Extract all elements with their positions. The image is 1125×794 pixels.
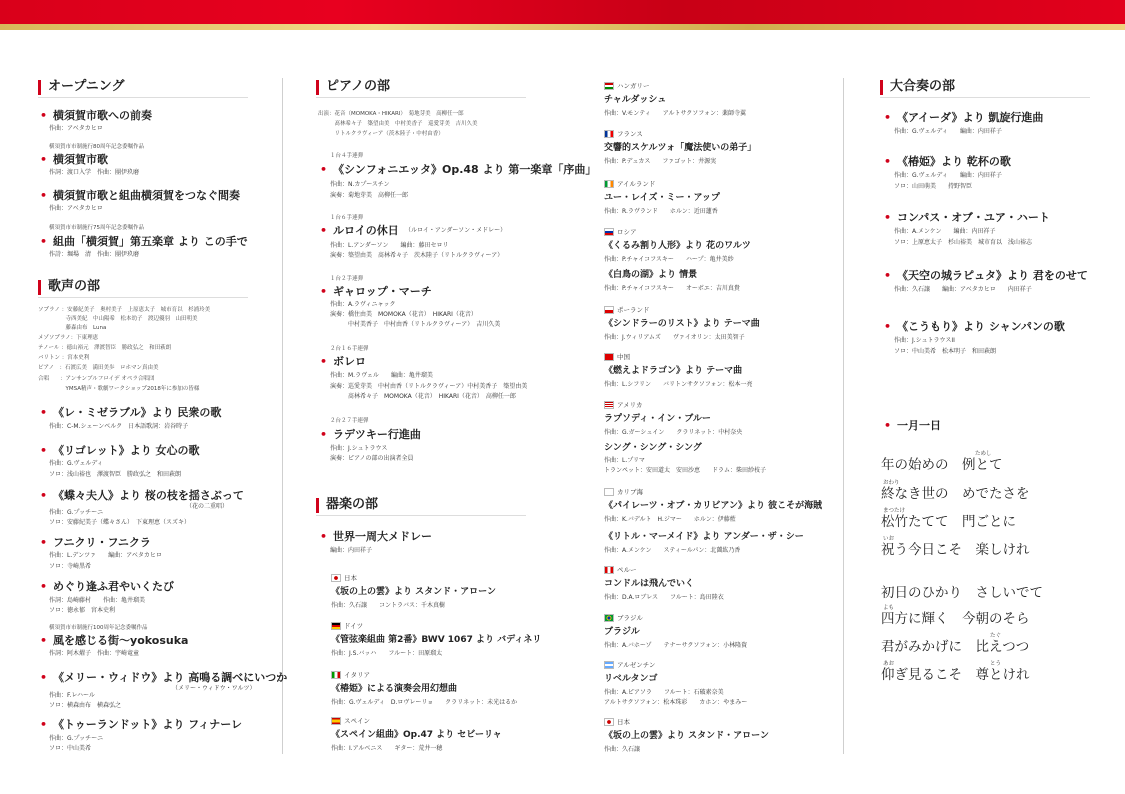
program-credit: 作曲：久石譲 編曲：アベタカヒロ 内田祥子 [894, 286, 1032, 293]
program-credit: 髙林希々子 MOMOKA（花音） HIKARI（花音） 高柳任一郎 [330, 393, 516, 400]
program-credit: 作曲：J.シュトラウス [330, 445, 388, 452]
country-label: アメリカ [604, 401, 643, 409]
program-title: ラプソディ・イン・ブルー [604, 414, 711, 424]
ruby-text: いお [883, 536, 895, 542]
program-credit: 演奏：巡愛芽美 中村由香（リトルクラヴィーア）中村美香子 築望由美 [330, 383, 528, 390]
usa-flag-icon [604, 401, 614, 409]
country-label: アルゼンチン [604, 661, 655, 669]
program-credit: 作曲：P.チャイコフスキー オーボエ：吉川真貴 [604, 285, 740, 292]
program-title: • ルロイの休日 [320, 224, 399, 237]
program-title: 《スペイン組曲》Op.47 より セビーリャ [331, 730, 502, 740]
program-tag: 横須賀市市制施行80周年記念委嘱作品 [49, 144, 144, 150]
program-title: • 《天空の城ラピュタ》より 君をのせて [884, 269, 1088, 282]
program-tag: 横須賀市市制施行100周年記念委嘱作品 [49, 625, 148, 631]
program-title: • 《アイーダ》より 凱旋行進曲 [884, 111, 1043, 124]
russia-flag-icon [604, 228, 614, 236]
program-credit: ソロ：浅山裕也 澤渡智臣 勝政弘之 和田萩朗 [49, 471, 182, 478]
program-credit: 作曲：久石譲 コントラバス：千木真樹 [331, 602, 446, 609]
program-credit: 作曲：V.モンティ アルトサクソフォン：薬師寺翼 [604, 110, 746, 117]
italy-flag-icon [331, 671, 341, 679]
country-label: ポーランド [604, 306, 650, 314]
program-title: • 横須賀市歌への前奏 [40, 109, 152, 122]
program-note: （メリー・ウィドウ・ワルツ） [172, 685, 256, 692]
country-label: イタリア [331, 671, 370, 679]
peru-flag-icon [604, 566, 614, 574]
program-tag: 横須賀市市制施行75周年記念委嘱作品 [49, 225, 144, 231]
ruby-text: よも [883, 605, 895, 611]
cast-line: テノール ：徳山裕元 澤渡智臣 勝政弘之 和田萩朗 [38, 345, 172, 351]
program-credit: 作曲：N.カプースチン [330, 181, 390, 188]
program-credit: 作曲：L.アンダーソン 編曲：藤田セロリ [330, 242, 449, 249]
section-header-vocal: 歌声の部 [38, 279, 248, 298]
program-title: • ラデツキー行進曲 [320, 428, 421, 441]
program-note: （花の二重唱） [186, 503, 229, 510]
program-credit: 作曲：J.ウィリアムズ ヴァイオリン：太田美智子 [604, 334, 745, 341]
program-credit: 作曲：A.メンケン スティールパン：北薗紘乃香 [604, 547, 741, 554]
ruby-text: たぐ [990, 633, 1002, 639]
country-label: ドイツ [331, 622, 363, 630]
gold-stripe [0, 24, 1125, 30]
program-credit: 作曲：J.S.バッハ フルート：田原瑠太 [331, 650, 443, 657]
brazil-flag-icon [604, 614, 614, 622]
program-title: 《坂の上の雲》より スタンド・アローン [604, 731, 769, 741]
program-credit: ソロ：安藤紀美子（蝶々さん） 下東理恵（スズキ） [49, 519, 191, 526]
hungary-flag-icon [604, 82, 614, 90]
poem-line: 祝う今日こそ 楽しけれ [881, 542, 1030, 558]
cast-line: ソプラノ ：安藤紀美子 奥村美子 上原恵太子 城市育以 杉浦玲美 [38, 307, 211, 313]
cast-line: メゾソプラノ：下東理恵 [38, 335, 99, 341]
program-credit: 中村美香子 中村由香（リトルクラヴィーア） 吉川久美 [330, 321, 501, 328]
program-credit: 作詞：島崎藤村 作曲：亀井瑠美 [49, 597, 146, 604]
program-title: • ギャロップ・マーチ [320, 285, 432, 298]
program-credit: ソロ：寺崎黒希 [49, 563, 92, 570]
country-label: ペルー [604, 566, 637, 574]
program-title: • 横須賀市歌 [40, 153, 108, 166]
program-title: • 《蝶々夫人》より 桜の枝を揺さぶって [40, 489, 244, 502]
program-title: • 《レ・ミゼラブル》より 民衆の歌 [40, 406, 221, 419]
ruby-text: あお [883, 661, 895, 667]
program-tag: １台４手連弾 [330, 153, 364, 159]
program-title: 交響的スケルツォ「魔法使いの弟子」 [604, 143, 757, 153]
program-title: • 《椿姫》より 乾杯の歌 [884, 155, 1011, 168]
program-title: • 《メリー・ウィドウ》より 高鳴る調べにいつか [40, 671, 287, 684]
cast-line: 藤森由布 Luna [38, 325, 107, 331]
program-credit: 作曲：A.ラヴィニャック [330, 301, 396, 308]
program-title: シング・シング・シング [604, 443, 702, 453]
program-credit: 作曲：P.チャイコフスキー ハープ：亀井美紗 [604, 256, 734, 263]
cast-line: 髙林希々子 築望由美 中村美香子 巡愛芽美 吉川久美 [318, 121, 478, 127]
cast-line: ピアノ ：石渡広美 満田美歩 ロホマン真由美 [38, 365, 159, 371]
program-tag: １台６手連弾 [330, 215, 364, 221]
column-divider [843, 78, 844, 754]
program-credit: 演奏：ピアノの部の出演者全員 [330, 455, 414, 462]
section-header-grand: 大合奏の部 [880, 79, 1090, 98]
program-credit: 作曲：D.A.ロブレス フルート：島田陸衣 [604, 594, 724, 601]
program-credit: 作曲：J.シュトラウスII [894, 337, 955, 344]
program-credit: 作曲：M.ラヴェル 編曲：亀井瑠美 [330, 372, 433, 379]
argentina-flag-icon [604, 661, 614, 669]
program-credit: 作詞：阿木燿子 作曲：宇崎竜童 [49, 650, 140, 657]
poem-line: 松竹たてて 門ごとに [881, 514, 1016, 530]
program-credit: 作曲：P.デュカス ファゴット：井源実 [604, 158, 717, 165]
program-credit: 作曲：C-M.シェーンベルク 日本語歌詞：岩谷時子 [49, 423, 189, 430]
program-title: 《パイレーツ・オブ・カリビアン》より 彼こそが海賊 [604, 501, 823, 511]
program-title: • 《シンフォニエッタ》Op.48 より 第一楽章「序曲」 [320, 163, 596, 176]
program-credit: 作曲：G.ヴェルディ D.ロヴレーリョ クラリネット：未光はるか [331, 699, 518, 706]
cast-line: バリトン ：宮本史利 [38, 355, 90, 361]
program-credit: 作詩：堀場 清 作曲：團伊玖磨 [49, 251, 140, 258]
germany-flag-icon [331, 622, 341, 630]
japan-flag-icon [604, 718, 614, 726]
program-title: 《シンドラーのリスト》より テーマ曲 [604, 319, 760, 329]
program-credit: 作曲：A.ピアソラ フルート：石破素奈美 [604, 689, 724, 696]
program-credit: 作詞：渡口入学 作曲：團伊玖磨 [49, 169, 140, 176]
poem-line: 年の始めの 例とて [881, 457, 1003, 473]
program-credit: 作曲：A.メンケン 編曲：内田祥子 [894, 228, 996, 235]
program-tag: ２台１６手連弾 [330, 346, 369, 352]
program-credit: ソロ：徳永郁 宮本史利 [49, 607, 116, 614]
poem-line: 初日のひかり さしいでて [881, 585, 1043, 601]
program-credit: 作曲：G.ヴェルディ 編曲：内田祥子 [894, 172, 1002, 179]
program-title: 《管弦楽組曲 第2番》BWV 1067 より バディネリ [331, 635, 542, 645]
program-title: 《リトル・マーメイド》より アンダー・ザ・シー [604, 532, 804, 542]
program-title: 《椿姫》による演奏会用幻想曲 [331, 684, 458, 694]
ruby-text: とう [990, 661, 1002, 667]
program-tag: １台２手連弾 [330, 276, 364, 282]
cast-line: YMSA精声・歌劇ワークショップ2018年に参加の皆様 [38, 386, 200, 392]
program-credit: 作曲：G.プッチーニ [49, 509, 104, 516]
country-label: ブラジル [604, 614, 643, 622]
program-credit: ソロ：山田萌美 持野智臣 [894, 183, 973, 190]
program-tag: ２台２７手連弾 [330, 418, 369, 424]
program-credit: アルトサクソフォン：松本珠彩 カホン：やまみー [604, 699, 748, 706]
japan-flag-icon [331, 574, 341, 582]
program-credit: 作曲：A.バホーゾ テナーサクソフォン：小林隆資 [604, 642, 748, 649]
poem-title: • 一月一日 [884, 419, 941, 432]
country-label: 日本 [604, 718, 630, 726]
program-credit: 演奏：橋住由美 MOMOKA（花音） HIKARI（花音） [330, 311, 477, 318]
ireland-flag-icon [604, 180, 614, 188]
country-label: スペイン [331, 717, 370, 725]
program-title: • 《トゥーランドット》より フィナーレ [40, 718, 242, 731]
program-credit: 作曲：R.ラヴランド ホルン：近田蓮香 [604, 208, 718, 215]
program-credit: 演奏：菊地芽美 高柳任一郎 [330, 192, 409, 199]
program-credit: 作曲：G.ガーシュイン クラリネット：中村奈央 [604, 429, 743, 436]
cast-line: 出演：花音（MOMOKA・HIKARI） 菊地芽美 高柳任一郎 [318, 111, 464, 117]
top-banner [0, 0, 1125, 24]
program-credit: 作曲：G.ヴェルディ [49, 460, 103, 467]
program-title: 《燃えよドラゴン》より テーマ曲 [604, 366, 743, 376]
program-credit: 作曲：G.プッチーニ [49, 735, 104, 742]
cast-line: 合唱 ：アンサンブルフロイデ オペラ合唱団 [38, 376, 155, 382]
program-title: チャルダッシュ [604, 95, 667, 105]
country-label: カリブ海 [604, 488, 643, 496]
poem-line: 君がみかげに 比えつつ [881, 639, 1030, 655]
program-title: • 《リゴレット》より 女心の歌 [40, 444, 200, 457]
poem-line: 終なき世の めでたさを [881, 486, 1030, 502]
program-credit: ソロ：上原恵太子 杉山裕美 城市育以 浅山裕志 [894, 239, 1033, 246]
program-credit: 作曲：L.プリマ [604, 457, 645, 464]
section-header-piano: ピアノの部 [316, 79, 526, 98]
program-credit: 作曲：K.バデルト H.ジマー ホルン：伊藤藍 [604, 516, 736, 523]
program-title: 《坂の上の雲》より スタンド・アローン [331, 587, 496, 597]
program-note: （ルロイ・アンダーソン・メドレー） [405, 227, 507, 234]
country-label: ハンガリー [604, 82, 650, 90]
poem-line: 四方に輝く 今朝のそら [881, 611, 1030, 627]
column-divider [282, 78, 283, 754]
country-label: 日本 [331, 574, 357, 582]
france-flag-icon [604, 130, 614, 138]
section-header-opening: オープニング [38, 79, 248, 98]
program-credit: 作曲：I.アルベニス ギター：荒井一穂 [331, 745, 443, 752]
country-label: 中国 [604, 353, 630, 361]
program-title: • 世界一周大メドレー [320, 530, 432, 543]
china-flag-icon [604, 353, 614, 361]
program-credit: トランペット：安田道太 安田沙恵 ドラム：柴田紗枝子 [604, 467, 766, 474]
program-credit: 作曲：L.デンツァ 編曲：アベタカヒロ [49, 552, 162, 559]
program-title: ユー・レイズ・ミー・アップ [604, 193, 720, 203]
program-credit: 作曲：アベタカヒロ [49, 125, 103, 132]
program-title: • 組曲「横須賀」第五楽章 より この手で [40, 235, 248, 248]
program-title: リベルタンゴ [604, 674, 658, 684]
program-title: 《くるみ割り人形》より 花のワルツ [604, 241, 751, 251]
program-title: • ボレロ [320, 355, 366, 368]
spain-flag-icon [331, 717, 341, 725]
cast-line: 寺西美紀 中山陽希 松本幼子 渡辺優羽 山田明美 [38, 316, 198, 322]
program-title: ブラジル [604, 627, 640, 637]
country-label: フランス [604, 130, 643, 138]
program-title: • 風を感じる街〜yokosuka [40, 634, 188, 647]
ruby-text: まつたけ [883, 508, 906, 514]
poem-line: 仰ぎ見るこそ 尊とけれ [881, 667, 1030, 683]
ruby-text: ためし [975, 451, 992, 457]
section-header-instrumental: 器楽の部 [316, 497, 526, 516]
program-title: • 《こうもり》より シャンパンの歌 [884, 320, 1065, 333]
poland-flag-icon [604, 306, 614, 314]
ruby-text: おわり [883, 480, 900, 486]
program-title: 《白鳥の湖》より 情景 [604, 270, 698, 280]
program-title: コンドルは飛んでいく [604, 579, 695, 589]
country-label: アイルランド [604, 180, 655, 188]
program-credit: 編曲：内田祥子 [330, 547, 373, 554]
program-credit: ソロ：中山美希 [49, 745, 92, 752]
program-title: • コンパス・オブ・ユア・ハート [884, 211, 1050, 224]
program-credit: 演奏：築望由美 髙林希々子 茨木陸子（リトルクラヴィーア） [330, 252, 504, 259]
program-credit: 作曲：L.シフリン バリトンサクソフォン：松本一亮 [604, 381, 753, 388]
program-credit: 作曲：久石譲 [604, 746, 641, 753]
program-credit: 作曲：G.ヴェルディ 編曲：内田祥子 [894, 128, 1002, 135]
program-title: • フニクリ・フニクラ [40, 536, 151, 549]
program-title: • めぐり逢ふ君やいくたび [40, 580, 174, 593]
program-credit: 作曲：アベタカヒロ [49, 205, 103, 212]
program-credit: ソロ：中山美希 松本明子 和田萩朗 [894, 348, 997, 355]
program-credit: 作曲：F.レハール [49, 692, 95, 699]
program-title: • 横須賀市歌と組曲横須賀をつなぐ間奏 [40, 189, 240, 202]
cast-line: リトルクラヴィーア（茨木陸子・中村由香） [318, 131, 444, 137]
country-label: ロシア [604, 228, 637, 236]
program-credit: ソロ：横森由布 横森弘之 [49, 702, 122, 709]
caribbean-flag-icon [604, 488, 614, 496]
